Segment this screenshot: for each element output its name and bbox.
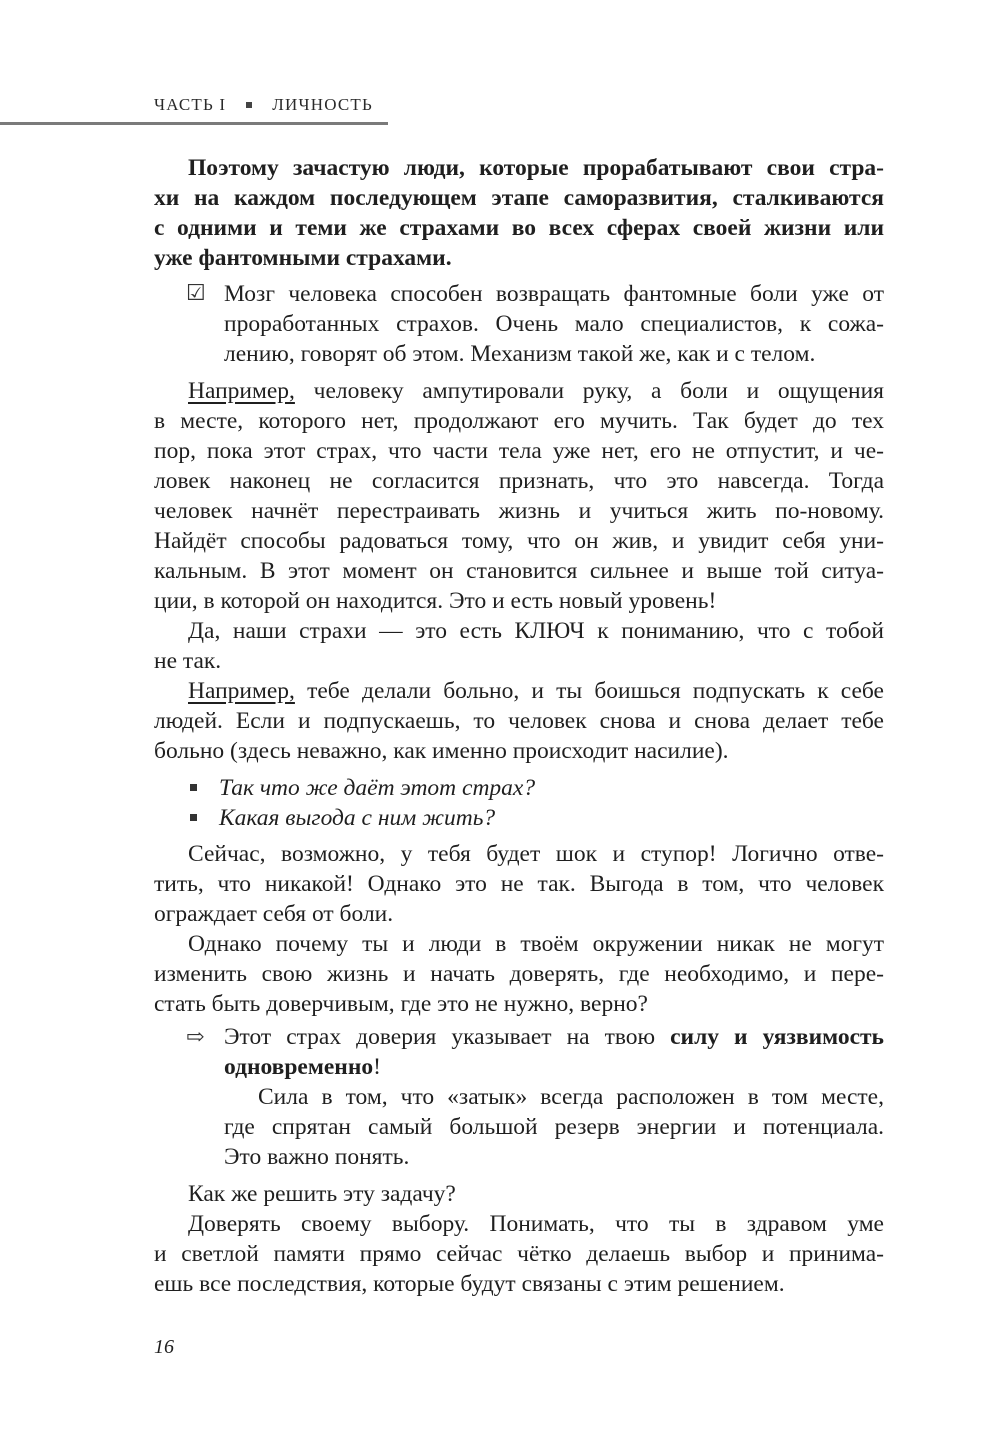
why-paragraph-line: стать быть доверчивым, где это не нужно, верно?: [154, 991, 648, 1017]
example1-line: человек начнёт перестраивать жизнь и учиться жить по-новому.: [154, 498, 884, 524]
bold-paragraph-line: хи на каждом последующем этапе саморазвития, сталкиваются: [154, 185, 884, 211]
key-paragraph-line: не так.: [154, 648, 222, 674]
square-separator-icon: [246, 102, 252, 108]
bold-paragraph-line: уже фантомными страхами.: [154, 245, 452, 271]
why-paragraph-line: изменить свою жизнь и начать доверять, где необходимо, и пере-: [154, 961, 884, 987]
why-paragraph-line: Однако почему ты и люди в твоём окружении никак не могут: [188, 931, 884, 957]
arrow-sub-line: Это важно понять.: [224, 1144, 410, 1170]
example2-line: больно (здесь неважно, как именно происходит насилие).: [154, 738, 729, 764]
running-head-part: ЧАСТЬ I: [154, 95, 227, 114]
checkbox-item-line: лению, говорят об этом. Механизм такой же, как и с телом.: [224, 341, 816, 367]
example-lead: Например,: [188, 378, 295, 404]
shock-paragraph-line: тить, что никакой! Однако это не так. Выгода в том, что человек: [154, 871, 884, 897]
arrow-sub-line: где спрятан самый большой резерв энергии и потенциала.: [224, 1114, 884, 1140]
question-item: Какая выгода с ним жить?: [219, 805, 496, 831]
example1-line: ции, в которой он находится. Это и есть новый уровень!: [154, 588, 717, 614]
example1-first-line: [154, 376, 884, 406]
question-line: Как же решить эту задачу?: [188, 1181, 456, 1207]
shock-paragraph-line: Сейчас, возможно, у тебя будет шок и ступор! Логично отве-: [188, 841, 884, 867]
running-head-section: ЛИЧНОСТЬ: [272, 95, 373, 114]
checkbox-item-line: Мозг человека способен возвращать фантомные боли уже от: [224, 281, 884, 307]
page-number: 16: [154, 1336, 174, 1358]
shock-paragraph-line: ограждает себя от боли.: [154, 901, 394, 927]
arrow-item-emphasis: одновременно: [224, 1054, 374, 1080]
example2-line: людей. Если и подпускаешь, то человек снова и снова делает тебе: [154, 708, 884, 734]
arrow-item-line: [224, 1022, 884, 1052]
bold-paragraph-line: с одними и теми же страхами во всех сферах своей жизни или: [154, 215, 884, 241]
arrow-right-icon: ⇨: [186, 1024, 205, 1049]
checkbox-item-line: проработанных страхов. Очень мало специалистов, к сожа-: [224, 311, 884, 337]
example1-line: пор, пока этот страх, что части тела уже нет, его не отпустит, и че-: [154, 438, 884, 464]
checkbox-checked-icon: ☑: [186, 280, 206, 305]
bullet-square-icon: [190, 814, 197, 821]
example2-first-line: [154, 676, 884, 706]
final-paragraph-line: Доверять своему выбору. Понимать, что ты в здравом уме: [188, 1211, 884, 1237]
question-item: Так что же даёт этот страх?: [219, 775, 536, 801]
example1-first-rest: человеку ампутировали руку, а боли и ощущения: [294, 378, 884, 404]
example-lead: Например,: [188, 678, 295, 704]
bold-paragraph-line: Поэтому зачастую люди, которые прорабатывают свои стра-: [188, 155, 884, 181]
arrow-item-emphasis: силу и уязвимость: [670, 1024, 884, 1050]
example1-line: в месте, которого нет, продолжают его мучить. Так будет до тех: [154, 408, 884, 434]
bullet-square-icon: [190, 784, 197, 791]
arrow-sub-line: Сила в том, что «затык» всегда расположен в том месте,: [258, 1084, 884, 1110]
header-rule: [0, 122, 388, 125]
final-paragraph-line: и светлой памяти прямо сейчас чётко делаешь выбор и принима-: [154, 1241, 884, 1267]
final-paragraph-line: ешь все последствия, которые будут связаны с этим решением.: [154, 1271, 785, 1297]
running-head: [154, 95, 373, 115]
example2-first-rest: тебе делали больно, и ты боишься подпускать к себе: [294, 678, 884, 704]
key-paragraph-line: Да, наши страхи — это есть КЛЮЧ к пониманию, что с тобой: [188, 618, 884, 644]
example1-line: кальным. В этот момент он становится сильнее и выше той ситуа-: [154, 558, 884, 584]
example1-line: ловек наконец не согласится признать, что это навсегда. Тогда: [154, 468, 884, 494]
arrow-item-text: Этот страх доверия указывает на твою: [224, 1024, 671, 1050]
example1-line: Найдёт способы радоваться тому, что он жив, и увидит себя уни-: [154, 528, 884, 554]
arrow-item-line: [224, 1052, 884, 1082]
arrow-item-text: !: [373, 1054, 381, 1080]
